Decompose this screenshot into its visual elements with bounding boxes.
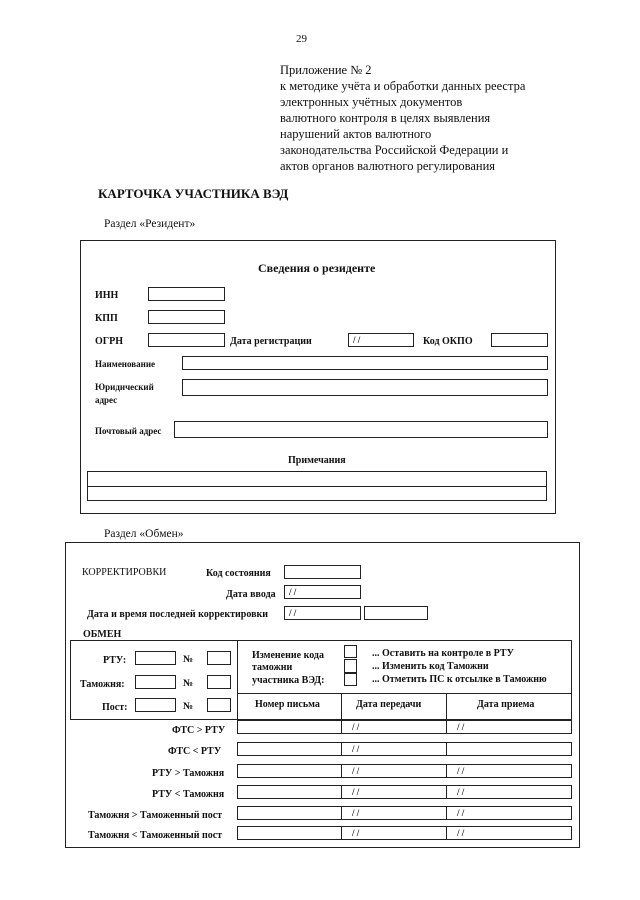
table-row[interactable] (237, 764, 572, 778)
row-sent-date: / / (352, 744, 360, 754)
row-received-date: / / (457, 787, 465, 797)
table-row[interactable] (237, 785, 572, 799)
row-col-divider (341, 826, 342, 840)
header-col-divider-1 (341, 693, 342, 720)
rtu-field[interactable] (135, 651, 176, 665)
last-correction-label: Дата и время последней корректировки (87, 609, 269, 620)
row-label: ФТС < РТУ (168, 746, 222, 757)
row-label: Таможня > Таможенный пост (88, 810, 223, 821)
row-label: Таможня < Таможенный пост (88, 830, 223, 841)
appendix-line: к методике учёта и обработки данных реестра (280, 79, 526, 93)
option-3-label: ... Отметить ПС к отсылке в Таможню (372, 674, 547, 685)
entry-date-label: Дата ввода (226, 589, 276, 600)
inn-label: ИНН (95, 290, 119, 301)
customs-label: Таможня: (80, 679, 125, 690)
row-sent-date: / / (352, 722, 360, 732)
row-label: ФТС > РТУ (172, 725, 226, 736)
row-received-date: / / (457, 766, 465, 776)
table-row[interactable] (237, 826, 572, 840)
okpo-field[interactable] (491, 333, 548, 347)
post-number-sign: № (183, 701, 194, 712)
row-col-divider (446, 720, 447, 734)
last-correction-date-field[interactable]: / / (284, 606, 361, 620)
rtu-number-field[interactable] (207, 651, 231, 665)
header-col-divider-2 (446, 693, 447, 720)
status-code-field[interactable] (284, 565, 361, 579)
entry-date-field[interactable]: / / (284, 585, 361, 599)
appendix-line: валютного контроля в целях выявления (280, 111, 491, 125)
appendix-line: законодательства Российской Федерации и (280, 143, 509, 157)
table-row[interactable] (237, 742, 572, 756)
column-received-date: Дата приема (477, 699, 535, 710)
name-label: Наименование (95, 359, 155, 369)
notes-divider (87, 486, 547, 487)
row-col-divider (341, 785, 342, 799)
ogrn-field[interactable] (148, 333, 225, 347)
table-row[interactable] (237, 720, 572, 734)
row-col-divider (446, 742, 447, 756)
page-number: 29 (296, 33, 307, 45)
option-3-checkbox[interactable] (344, 673, 357, 686)
option-2-label: ... Изменить код Таможни (372, 661, 489, 672)
legal-address-field[interactable] (182, 379, 548, 396)
reg-date-field[interactable]: / / (348, 333, 414, 347)
legal-address-label-2: адрес (95, 395, 118, 405)
exchange-section-label: Раздел «Обмен» (104, 528, 184, 540)
customs-number-field[interactable] (207, 675, 231, 689)
exchange-divider (237, 640, 238, 720)
row-label: РТУ < Таможня (152, 789, 225, 800)
exchange-label: ОБМЕН (83, 629, 122, 640)
card-title: КАРТОЧКА УЧАСТНИКА ВЭД (98, 186, 289, 201)
appendix-header (280, 62, 525, 174)
appendix-line: электронных учётных документов (280, 95, 463, 109)
inn-field[interactable] (148, 287, 225, 301)
last-correction-time-field[interactable] (364, 606, 428, 620)
column-letter-number: Номер письма (255, 699, 320, 710)
kpp-label: КПП (95, 313, 118, 324)
appendix-line: актов органов валютного регулирования (280, 159, 496, 173)
row-sent-date: / / (352, 787, 360, 797)
row-col-divider (341, 764, 342, 778)
postal-address-label: Почтовый адрес (95, 426, 162, 436)
option-2-checkbox[interactable] (344, 659, 357, 673)
change-code-label: Изменение кода (252, 650, 324, 661)
row-sent-date: / / (352, 808, 360, 818)
row-sent-date: / / (352, 766, 360, 776)
corrections-label: КОРРЕКТИРОВКИ (82, 567, 167, 578)
postal-address-field[interactable] (174, 421, 548, 438)
row-received-date: / / (457, 722, 465, 732)
row-col-divider (341, 742, 342, 756)
name-field[interactable] (182, 356, 548, 370)
resident-section-label: Раздел «Резидент» (104, 218, 196, 230)
post-number-field[interactable] (207, 698, 231, 712)
notes-label: Примечания (288, 455, 346, 466)
row-sent-date: / / (352, 828, 360, 838)
row-label: РТУ > Таможня (152, 768, 225, 779)
customs-field[interactable] (135, 675, 176, 689)
table-row[interactable] (237, 806, 572, 820)
header-row-top (237, 693, 572, 694)
legal-address-label: Юридический (95, 382, 154, 392)
row-received-date: / / (457, 808, 465, 818)
post-label: Пост: (102, 702, 128, 713)
status-code-label: Код состояния (206, 568, 271, 579)
post-field[interactable] (135, 698, 176, 712)
resident-box-title: Сведения о резиденте (258, 261, 376, 275)
option-1-label: ... Оставить на контроле в РТУ (372, 648, 514, 659)
change-code-label-2: таможни (252, 662, 293, 673)
rtu-label: РТУ: (103, 655, 127, 666)
kpp-field[interactable] (148, 310, 225, 324)
reg-date-label: Дата регистрации (230, 336, 312, 347)
column-sent-date: Дата передачи (356, 699, 422, 710)
row-col-divider (341, 806, 342, 820)
ogrn-label: ОГРН (95, 336, 124, 347)
appendix-title: Приложение № 2 (280, 63, 372, 77)
row-col-divider (446, 785, 447, 799)
change-code-label-3: участника ВЭД: (252, 675, 325, 686)
okpo-label: Код ОКПО (423, 336, 473, 347)
row-col-divider (446, 764, 447, 778)
rtu-number-sign: № (183, 654, 194, 665)
appendix-line: нарушений актов валютного (280, 127, 432, 141)
row-col-divider (446, 826, 447, 840)
row-received-date: / / (457, 828, 465, 838)
row-col-divider (446, 806, 447, 820)
row-col-divider (341, 720, 342, 734)
option-1-checkbox[interactable] (344, 645, 357, 658)
customs-number-sign: № (183, 678, 194, 689)
